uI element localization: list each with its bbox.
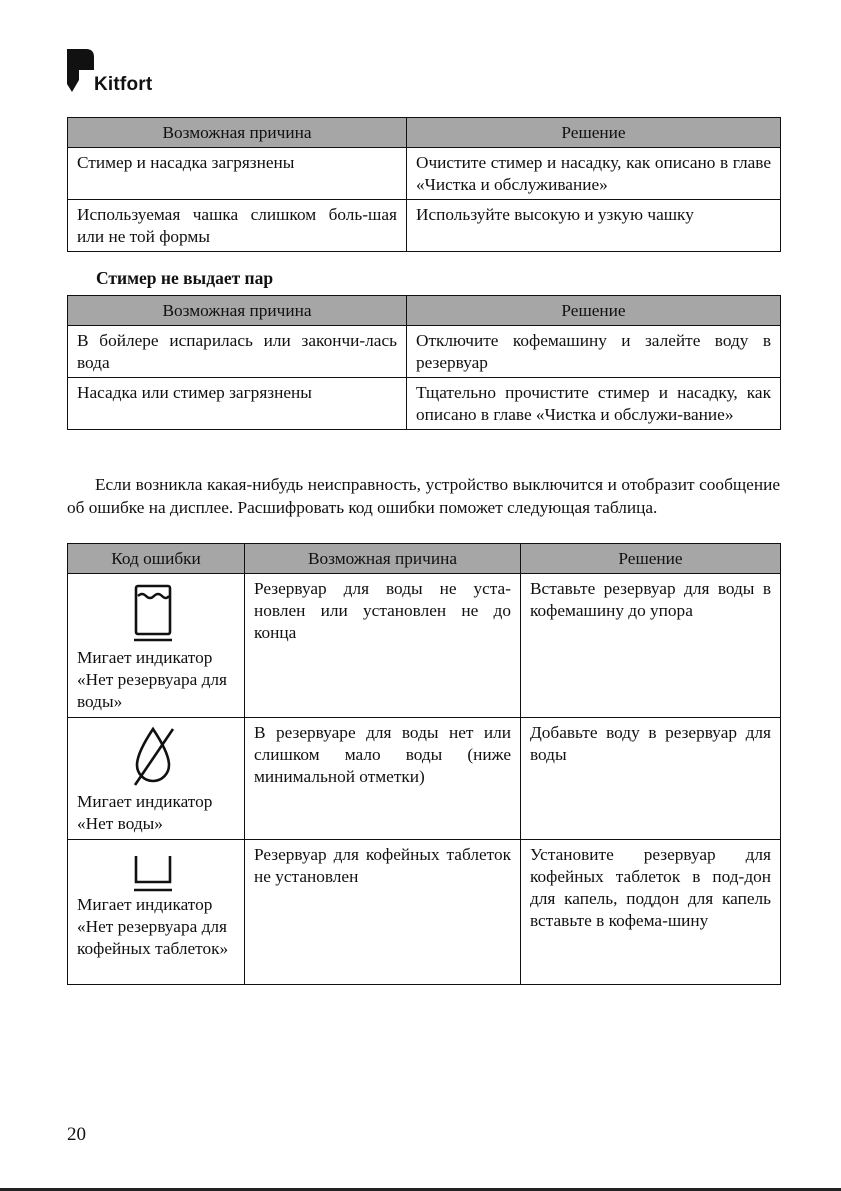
error-code-cell — [68, 574, 245, 718]
no-water-drop-icon — [129, 725, 177, 787]
intro-paragraph: Если возникла какая-нибудь неисправность, устройство выключится и отобразит сообщение об ошибке на дисплее. Расшифровать код ошибки поможет следующая таблица. — [67, 475, 780, 517]
error-code-cell — [68, 718, 245, 840]
column-header-solution: Решение — [407, 118, 781, 148]
cause-cell: В бойлере испарилась или закончи-лась вода — [68, 326, 407, 378]
column-header-solution: Решение — [407, 296, 781, 326]
capsule-container-icon — [129, 852, 177, 892]
error-code-table — [67, 543, 781, 985]
brand-name: Kitfort — [94, 74, 153, 95]
column-header-solution: Решение — [521, 544, 781, 574]
solution-cell: Очистите стимер и насадку, как описано в главе «Чистка и обслуживание» — [407, 148, 781, 200]
section-heading: Стимер не выдает пар — [96, 268, 274, 288]
kitfort-logo — [66, 48, 176, 98]
table-row — [68, 840, 781, 985]
table-header-row — [68, 544, 781, 574]
indicator-label: Мигает индикатор «Нет резервуара для кофейных таблеток» — [77, 895, 229, 958]
cause-cell: Насадка или стимер загрязнены — [68, 378, 407, 430]
indicator-label: Мигает индикатор «Нет воды» — [77, 792, 213, 833]
table-row — [68, 326, 781, 378]
troubleshooting-table-1 — [67, 117, 781, 252]
column-header-cause: Возможная причина — [68, 118, 407, 148]
table-header-row — [68, 296, 781, 326]
page-number: 20 — [67, 1124, 86, 1145]
solution-cell: Вставьте резервуар для воды в кофемашину до упора — [521, 574, 781, 718]
error-code-cell — [68, 840, 245, 985]
column-header-cause: Возможная причина — [68, 296, 407, 326]
indicator-label: Мигает индикатор «Нет резервуара для воды» — [77, 648, 227, 711]
table-row — [68, 200, 781, 252]
column-header-code: Код ошибки — [68, 544, 245, 574]
kitfort-logo-mark-icon — [66, 48, 96, 94]
cause-cell: Резервуар для кофейных таблеток не установлен — [245, 840, 521, 985]
cause-cell: Резервуар для воды не уста-новлен или установлен не до конца — [245, 574, 521, 718]
cause-cell: В резервуаре для воды нет или слишком мало воды (ниже минимальной отметки) — [245, 718, 521, 840]
solution-cell: Используйте высокую и узкую чашку — [407, 200, 781, 252]
troubleshooting-table-2 — [67, 295, 781, 430]
column-header-cause: Возможная причина — [245, 544, 521, 574]
water-tank-icon — [129, 581, 177, 643]
table-row — [68, 718, 781, 840]
solution-cell: Отключите кофемашину и залейте воду в резервуар — [407, 326, 781, 378]
cause-cell: Стимер и насадка загрязнены — [68, 148, 407, 200]
solution-cell: Добавьте воду в резервуар для воды — [521, 718, 781, 840]
table-row — [68, 574, 781, 718]
solution-cell: Тщательно прочистите стимер и насадку, как описано в главе «Чистка и обслужи-вание» — [407, 378, 781, 430]
table-header-row — [68, 118, 781, 148]
table-row — [68, 378, 781, 430]
table-row — [68, 148, 781, 200]
solution-cell: Установите резервуар для кофейных таблеток в под-дон для капель, поддон для капель вставьте в кофема-шину — [521, 840, 781, 985]
cause-cell: Используемая чашка слишком боль-шая или не той формы — [68, 200, 407, 252]
